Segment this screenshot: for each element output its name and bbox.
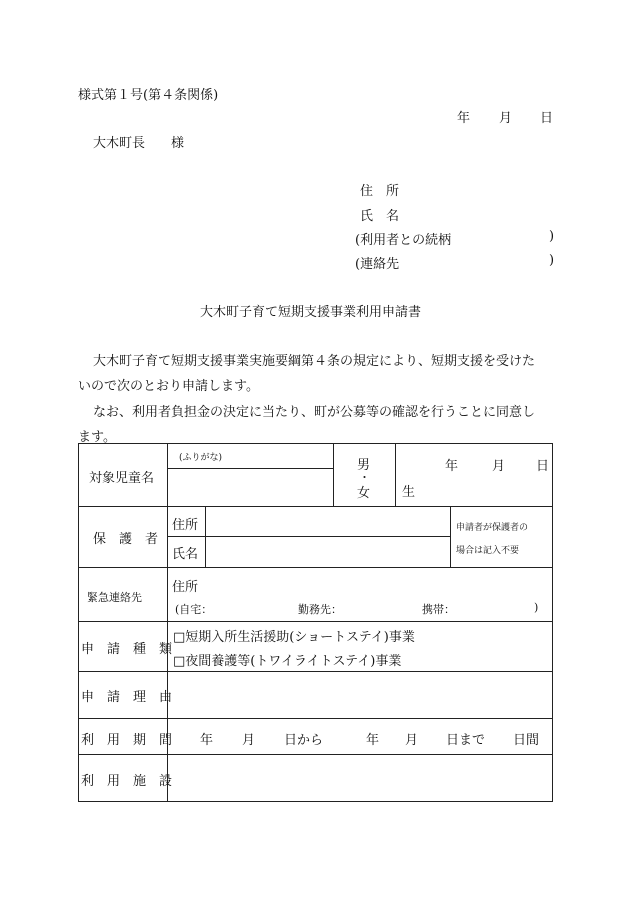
emergency-home-label: (自宅： bbox=[175, 603, 213, 616]
birth-month-label: 月 bbox=[492, 459, 506, 474]
applicant-relation-label: (利用者との続柄 bbox=[355, 233, 452, 248]
period-end-year: 年 bbox=[366, 733, 380, 748]
date-month-label: 月 bbox=[499, 111, 513, 126]
applicant-address-label: 住 所 bbox=[360, 184, 400, 199]
body-line-2: いので次のとおり申請します。 bbox=[78, 379, 259, 394]
guardian-name-input[interactable] bbox=[206, 537, 449, 566]
guardian-note-line-2: 場合は記入不要 bbox=[456, 546, 520, 556]
emergency-close-paren: ) bbox=[534, 601, 539, 614]
body-line-1: 大木町子育て短期支援事業実施要綱第４条の規定により、短期支援を受けた bbox=[93, 354, 536, 369]
addressee: 大木町長 様 bbox=[93, 136, 185, 151]
emergency-address-label: 住所 bbox=[172, 580, 199, 595]
child-name-label: 対象児童名 bbox=[89, 471, 155, 486]
application-form-table bbox=[78, 443, 553, 802]
guardian-address-input[interactable] bbox=[206, 507, 449, 535]
period-start-year: 年 bbox=[200, 733, 214, 748]
applicant-name-label: 氏 名 bbox=[360, 209, 400, 224]
period-until: 日まで bbox=[446, 733, 486, 748]
period-from: 日から bbox=[284, 733, 324, 748]
period-days: 日間 bbox=[513, 733, 540, 748]
application-type-label: 申 請 種 類 bbox=[81, 642, 173, 657]
applicant-relation-close: ) bbox=[549, 229, 555, 244]
furigana-label: (ふりがな) bbox=[179, 453, 223, 463]
form-number: 様式第１号(第４条関係) bbox=[78, 88, 219, 103]
guardian-label: 保 護 者 bbox=[93, 532, 159, 547]
emergency-work-label: 勤務先： bbox=[298, 603, 342, 616]
usage-facility-input[interactable] bbox=[168, 755, 551, 800]
option-twilight-stay[interactable]: □夜間養護等(トワイライトステイ)事業 bbox=[173, 654, 402, 669]
birth-year-label: 年 bbox=[445, 459, 459, 474]
guardian-address-label: 住所 bbox=[172, 518, 199, 533]
gender-dot: ・ bbox=[359, 471, 370, 484]
application-reason-label: 申 請 理 由 bbox=[81, 690, 173, 705]
body-line-4: ます。 bbox=[78, 430, 116, 445]
birth-suffix-label: 生 bbox=[402, 485, 416, 500]
application-reason-input[interactable] bbox=[168, 672, 551, 717]
emergency-mobile-label: 携帯： bbox=[422, 603, 455, 616]
gender-female[interactable]: 女 bbox=[357, 486, 371, 501]
gender-male[interactable]: 男 bbox=[357, 458, 371, 473]
body-line-3: なお、利用者負担金の決定に当たり、町が公募等の確認を行うことに同意し bbox=[93, 405, 536, 420]
child-name-input[interactable] bbox=[168, 470, 332, 505]
usage-period-label: 利 用 期 間 bbox=[81, 733, 173, 748]
birth-day-label: 日 bbox=[536, 459, 550, 474]
date-year-label: 年 bbox=[457, 111, 471, 126]
date-day-label: 日 bbox=[540, 111, 554, 126]
guardian-note-line-1: 申請者が保護者の bbox=[456, 523, 529, 533]
applicant-contact-close: ) bbox=[549, 253, 555, 268]
period-start-month: 月 bbox=[242, 733, 256, 748]
option-short-stay[interactable]: □短期入所生活援助(ショートステイ)事業 bbox=[173, 630, 415, 645]
period-end-month: 月 bbox=[405, 733, 419, 748]
document-title: 大木町子育て短期支援事業利用申請書 bbox=[200, 305, 422, 320]
emergency-contact-label: 緊急連絡先 bbox=[87, 591, 142, 604]
applicant-contact-label: (連絡先 bbox=[355, 257, 400, 272]
usage-facility-label: 利 用 施 設 bbox=[81, 774, 173, 789]
guardian-name-label: 氏名 bbox=[172, 547, 199, 562]
